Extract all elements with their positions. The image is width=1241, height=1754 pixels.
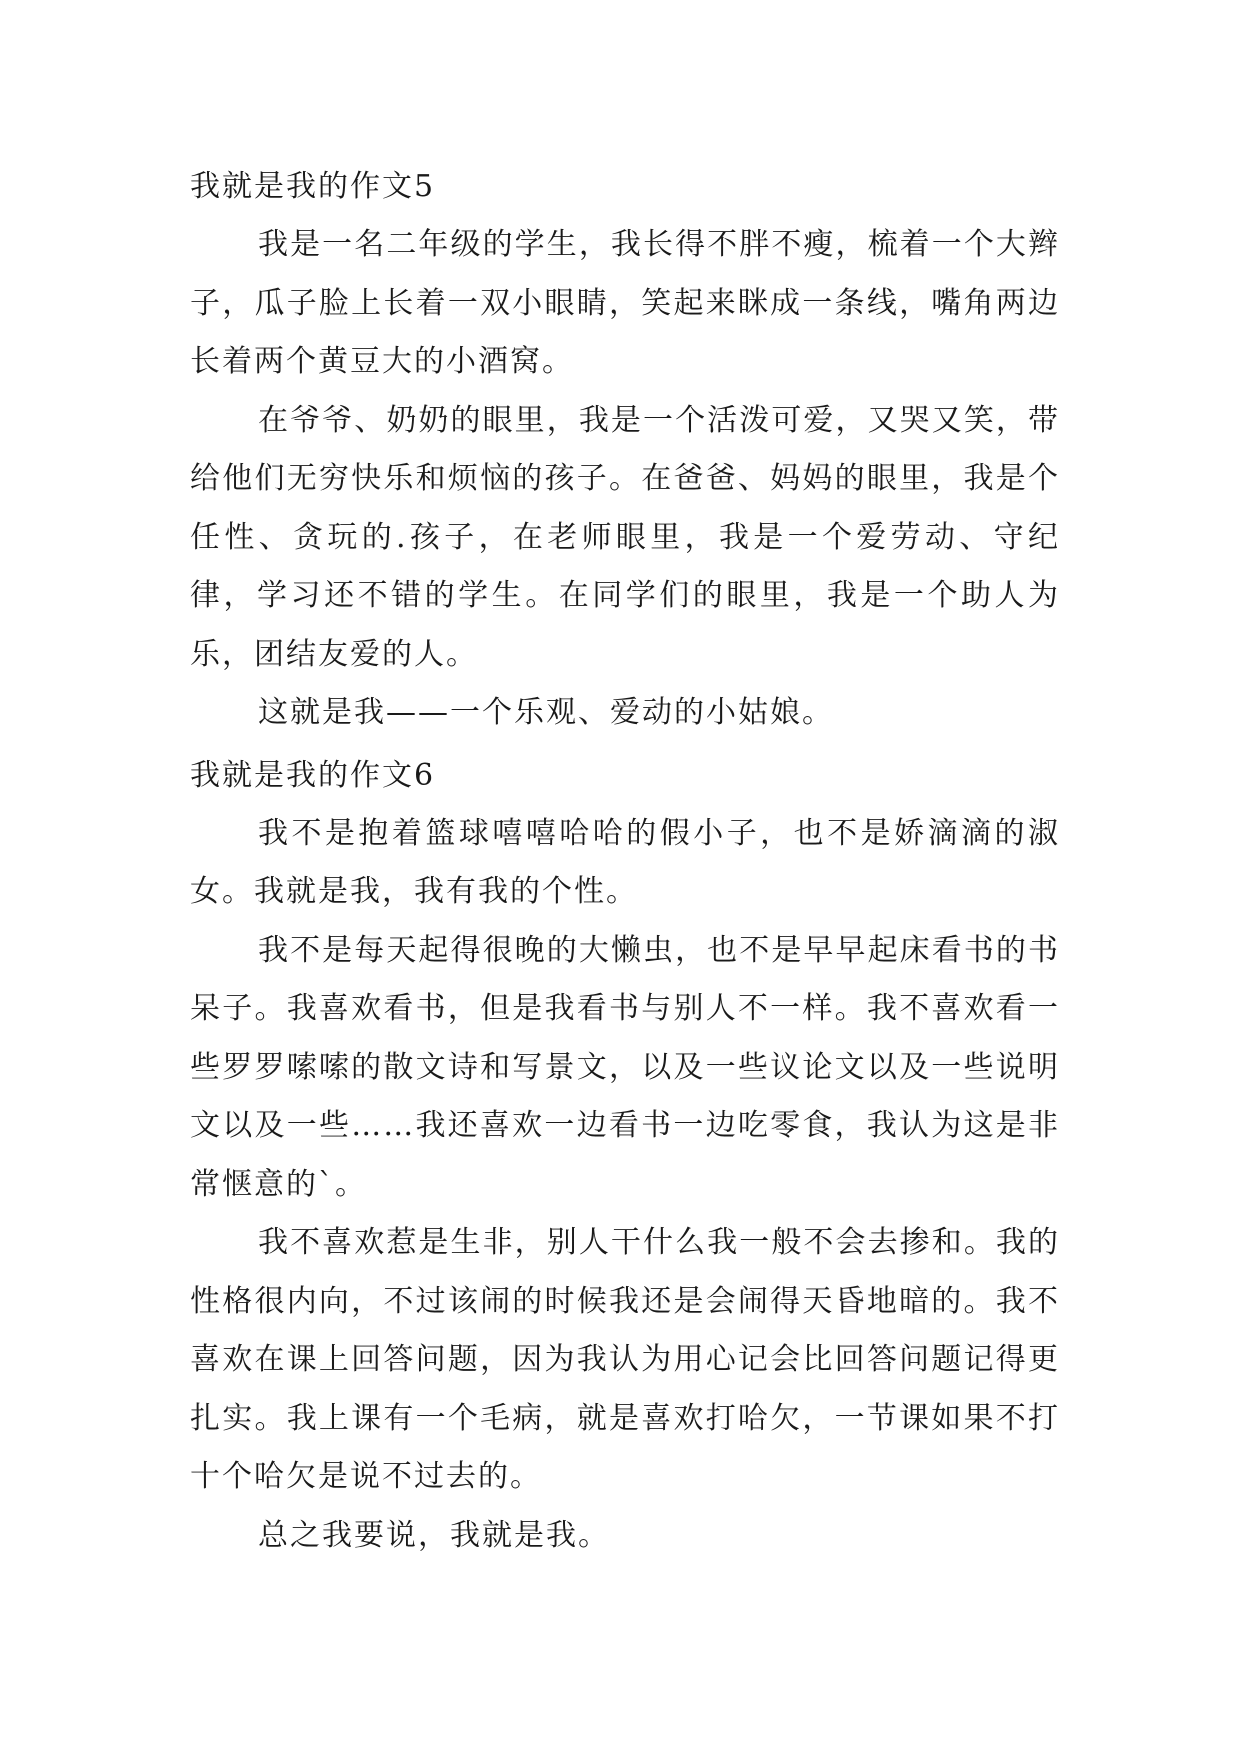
essay-paragraph: 这就是我——一个乐观、爱动的小姑娘。	[258, 695, 834, 730]
essay-paragraph: 总之我要说，我就是我。	[258, 1517, 610, 1553]
essay-paragraph: 在爷爷、奶奶的眼里，我是一个活泼可爱，又哭又笑，带给他们无穷快乐和烦恼的孩子。在爸爸、妈妈的眼里，我是个任性、贪玩的.孩子，在老师眼里，我是一个爱劳动、守纪律，学习还不错的学生。在同学们的眼里，我是一个助人为乐，团结友爱的人。	[190, 402, 1060, 672]
document-body	[190, 158, 1060, 1565]
essay-paragraph: 我不是每天起得很晚的大懒虫，也不是早早起床看书的书呆子。我喜欢看书，但是我看书与别人不一样。我不喜欢看一些罗罗嗦嗦的散文诗和写景文，以及一些议论文以及一些说明文以及一些……我还喜欢一边看书一边吃零食，我认为这是非常惬意的`。	[190, 932, 1060, 1202]
essay-title: 我就是我的作文5	[190, 169, 436, 204]
essay-title: 我就是我的作文6	[190, 757, 436, 793]
essay-6	[190, 747, 1060, 1566]
essay-paragraph: 我不是抱着篮球嘻嘻哈哈的假小子，也不是娇滴滴的淑女。我就是我，我有我的个性。	[190, 815, 1060, 909]
essay-5	[190, 158, 1060, 743]
essay-paragraph: 我不喜欢惹是生非，别人干什么我一般不会去掺和。我的性格很内向，不过该闹的时候我还是会闹得天昏地暗的。我不喜欢在课上回答问题，因为我认为用心记会比回答问题记得更扎实。我上课有一个毛病，就是喜欢打哈欠，一节课如果不打十个哈欠是说不过去的。	[190, 1225, 1060, 1494]
essay-paragraph: 我是一名二年级的学生，我长得不胖不瘦，梳着一个大辫子，瓜子脸上长着一双小眼睛，笑起来眯成一条线，嘴角两边长着两个黄豆大的小酒窝。	[190, 227, 1060, 379]
